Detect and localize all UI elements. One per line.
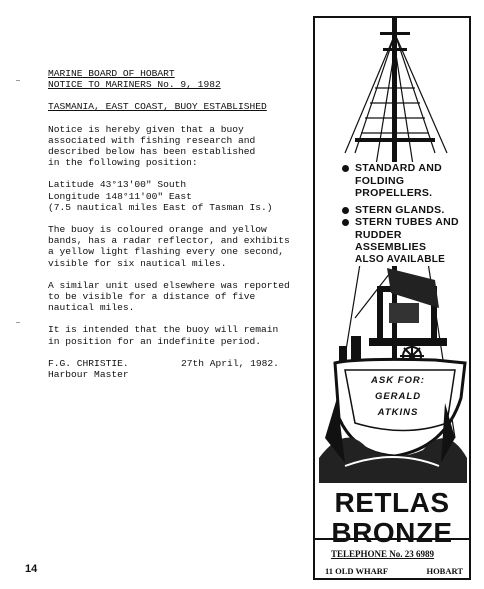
notice-to-mariners [48, 68, 304, 380]
text-line: described below has been established [48, 146, 256, 158]
text-line: The buoy is coloured orange and yellow [48, 224, 267, 236]
signatory-role: Harbour Master [48, 369, 129, 381]
text-line: a yellow light flashing every one second, [48, 246, 285, 258]
distance-note: (7.5 nautical miles East of Tasman Is.) [48, 201, 273, 213]
text-line: A similar unit used elsewhere was reported [48, 279, 290, 291]
telephone: TELEPHONE No. 23 6989 [331, 549, 435, 559]
brand-name [315, 488, 469, 548]
page-number: 14 [25, 563, 38, 575]
feature-item: STANDARD AND FOLDING PROPELLERS. [341, 162, 471, 200]
text-line: associated with fishing research and [48, 134, 256, 146]
margin-mark [16, 80, 20, 81]
text-line: visible for six nautical miles. [48, 257, 227, 269]
notice-number: NOTICE TO MARINERS No. 9, 1982 [48, 79, 221, 91]
sign-line: GERALD [374, 391, 422, 402]
city: HOBART [426, 566, 463, 576]
text-line: Notice is hereby given that a buoy [48, 123, 244, 135]
feature-list [341, 162, 471, 266]
address [325, 566, 463, 576]
sign-line: ASK FOR: [371, 375, 425, 386]
intro-paragraph [48, 124, 304, 169]
retlas-bronze-advertisement [313, 16, 471, 580]
text-line: to be visible for a distance of five [48, 291, 256, 303]
bullet-icon [342, 165, 349, 172]
intent-paragraph [48, 324, 304, 346]
text-line: bands, has a radar reflector, and exhibits [48, 235, 290, 247]
wharf-address: 11 OLD WHARF [325, 566, 389, 576]
notice-date: 27th April, 1982. [181, 357, 279, 369]
latitude: Latitude 43°13'00" South [48, 179, 187, 191]
text-line: in the following position: [48, 157, 198, 169]
brand-line: BRONZE [331, 517, 453, 548]
text-line: nautical miles. [48, 302, 135, 314]
text-line: in position for an indefinite period. [48, 335, 262, 347]
margin-mark [16, 322, 20, 323]
feature-item: STERN TUBES AND RUDDER ASSEMBLIES [341, 216, 471, 254]
board-heading: MARINE BOARD OF HOBART [48, 68, 175, 79]
ask-for-sign [355, 373, 441, 421]
feature-item: STERN GLANDS. [341, 204, 471, 217]
also-available: ALSO AVAILABLE [355, 253, 446, 265]
description-paragraph [48, 224, 304, 269]
bullet-icon [342, 219, 349, 226]
signatory-name: F.G. CHRISTIE. [48, 357, 129, 369]
brand-line: RETLAS [334, 487, 450, 518]
sign-line: ATKINS [377, 407, 419, 418]
position-block [48, 179, 304, 213]
text-line: It is intended that the buoy will remain [48, 324, 279, 336]
notice-subject: TASMANIA, EAST COAST, BUOY ESTABLISHED [48, 101, 267, 113]
signature-block [48, 358, 304, 380]
similar-unit-paragraph [48, 280, 304, 314]
longitude: Longitude 148°11'00" East [48, 190, 192, 202]
bullet-icon [342, 207, 349, 214]
